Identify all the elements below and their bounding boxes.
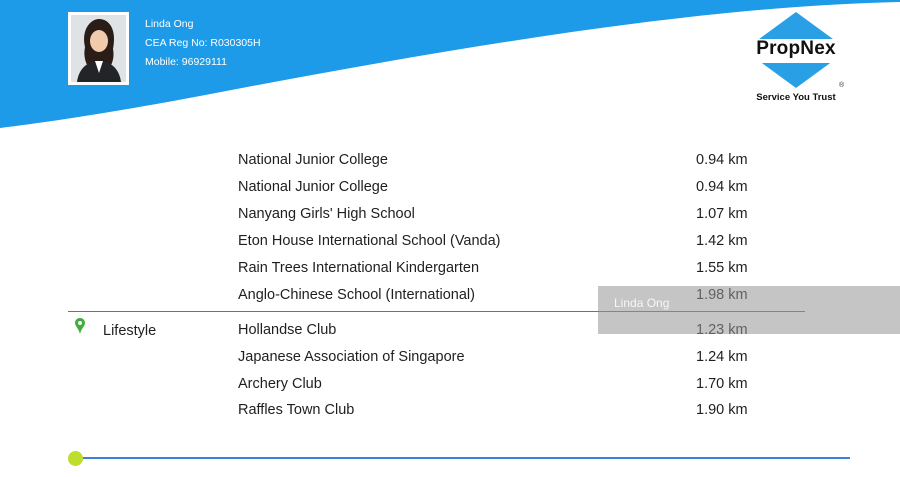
agent-avatar-icon [71,15,126,82]
place-distance: 1.90 km [696,402,748,418]
agent-photo [68,12,129,85]
agent-name: Linda Ong [145,18,194,30]
list-item [0,398,900,424]
watermark-text: Linda Ong [614,296,670,310]
place-distance: 0.94 km [696,179,748,195]
list-item [0,175,900,201]
place-name: Archery Club [238,376,322,392]
footer-dot [68,451,83,466]
place-distance: 1.42 km [696,233,748,249]
place-name: Nanyang Girls' High School [238,206,415,222]
list-item [0,372,900,398]
place-name: Hollandse Club [238,322,337,338]
logo-tagline: Service You Trust [756,92,836,103]
footer-line [76,457,850,459]
agent-cea-reg: CEA Reg No: R030305H [145,37,261,49]
logo-registered-mark: ® [839,82,845,89]
place-name: Japanese Association of Singapore [238,349,465,365]
place-distance: 1.55 km [696,260,748,276]
place-name: National Junior College [238,179,388,195]
list-item [0,256,900,282]
list-item [0,148,900,174]
agent-mobile: Mobile: 96929111 [145,56,227,68]
place-distance: 1.07 km [696,206,748,222]
place-distance: 1.70 km [696,376,748,392]
place-name: Anglo-Chinese School (International) [238,287,475,303]
agent-info [145,15,261,72]
list-item [0,229,900,255]
place-name: National Junior College [238,152,388,168]
place-name: Raffles Town Club [238,402,355,418]
place-distance: 1.24 km [696,349,748,365]
place-name: Rain Trees International Kindergarten [238,260,480,276]
place-distance: 0.94 km [696,152,748,168]
logo-wordmark: PropNex [756,38,836,59]
place-name: Eton House International School (Vanda) [238,233,501,249]
category-label-lifestyle: Lifestyle [103,323,157,339]
watermark-overlay [598,286,900,334]
propnex-logo [740,12,855,107]
list-item [0,345,900,371]
list-item [0,202,900,228]
